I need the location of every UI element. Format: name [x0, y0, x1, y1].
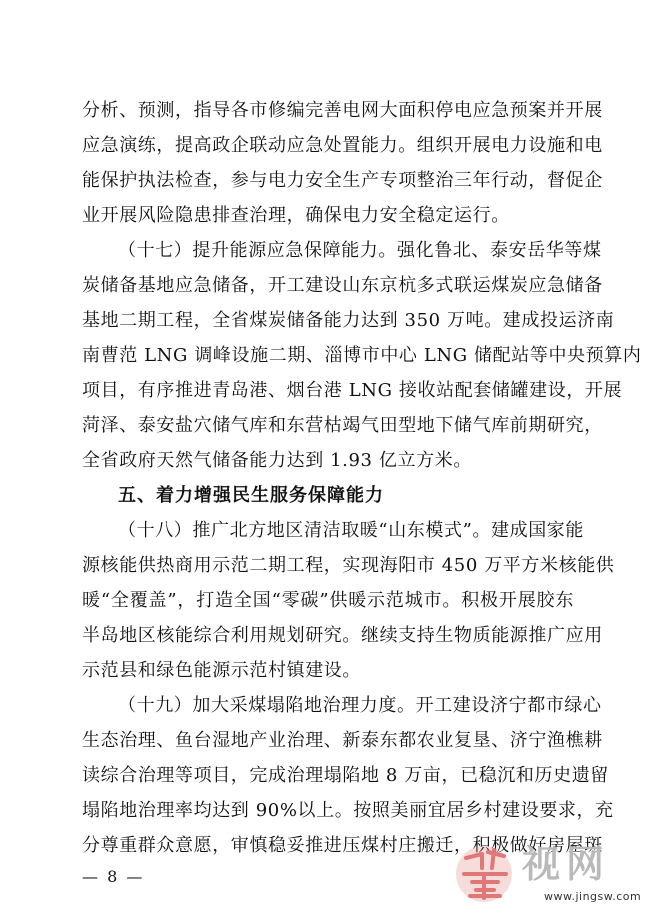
paragraph-line: 半岛地区核能综合利用规划研究。继续支持生物质能源推广应用	[82, 625, 603, 646]
site-watermark	[452, 840, 642, 906]
seal-logo-icon	[452, 840, 516, 904]
paragraph-line: 全省政府天然气储备能力达到 1.93 亿立方米。	[82, 450, 472, 471]
section-heading: 五、着力增强民生服务保障能力	[118, 485, 384, 506]
paragraph-line: 读综合治理等项目，完成治理塌陷地 8 万亩，已稳沉和历史遗留	[82, 765, 609, 786]
paragraph-line: 分尊重群众意愿，审慎稳妥推进压煤村庄搬迁，积极做好房屋斑	[82, 835, 603, 856]
paragraph-line: （十七）提升能源应急保障能力。强化鲁北、泰安岳华等煤	[118, 240, 602, 261]
paragraph-line: 分析、预测，指导各市修编完善电网大面积停电应急预案并开展	[82, 100, 603, 121]
paragraph-line: 源核能供热商用示范二期工程，实现海阳市 450 万平方米核能供	[82, 555, 615, 576]
paragraph-line: 暖“全覆盖”，打造全国“零碳”供暖示范城市。积极开展胶东	[82, 590, 574, 611]
paragraph-line: （十九）加大采煤塌陷地治理力度。开工建设济宁都市绿心	[118, 695, 602, 716]
paragraph-line: 菏泽、泰安盐穴储气库和东营枯竭气田型地下储气库前期研究，	[82, 415, 603, 436]
paragraph-line: 业开展风险隐患排查治理，确保电力安全稳定运行。	[82, 205, 510, 226]
paragraph-line: 应急演练，提高政企联动应急处置能力。组织开展电力设施和电	[82, 135, 603, 156]
paragraph-line: 南曹范 LNG 调峰设施二期、淄博市中心 LNG 储配站等中央预算内	[82, 345, 642, 366]
watermark-brand: 视网	[522, 842, 611, 886]
watermark-url: www.jingsw.com	[544, 890, 642, 903]
paragraph-line: 生态治理、鱼台湿地产业治理、新泰东都农业复垦、济宁渔樵耕	[82, 730, 603, 751]
paragraph-line: 项目，有序推进青岛港、烟台港 LNG 接收站配套储罐建设，开展	[82, 380, 623, 401]
paragraph-line: 炭储备基地应急储备，开工建设山东京杭多式联运煤炭应急储备	[82, 275, 603, 296]
paragraph-line: （十八）推广北方地区清洁取暖“山东模式”。建成国家能	[118, 520, 585, 541]
paragraph-line: 塌陷地治理率均达到 90%以上。按照美丽宜居乡村建设要求，充	[82, 800, 614, 821]
paragraph-line: 示范县和绿色能源示范村镇建设。	[82, 660, 361, 681]
paragraph-line: 基地二期工程，全省煤炭储备能力达到 350 万吨。建成投运济南	[82, 310, 615, 331]
page-number: — 8 —	[82, 867, 145, 886]
paragraph-line: 能保护执法检查，参与电力安全生产专项整治三年行动，督促企	[82, 170, 603, 191]
